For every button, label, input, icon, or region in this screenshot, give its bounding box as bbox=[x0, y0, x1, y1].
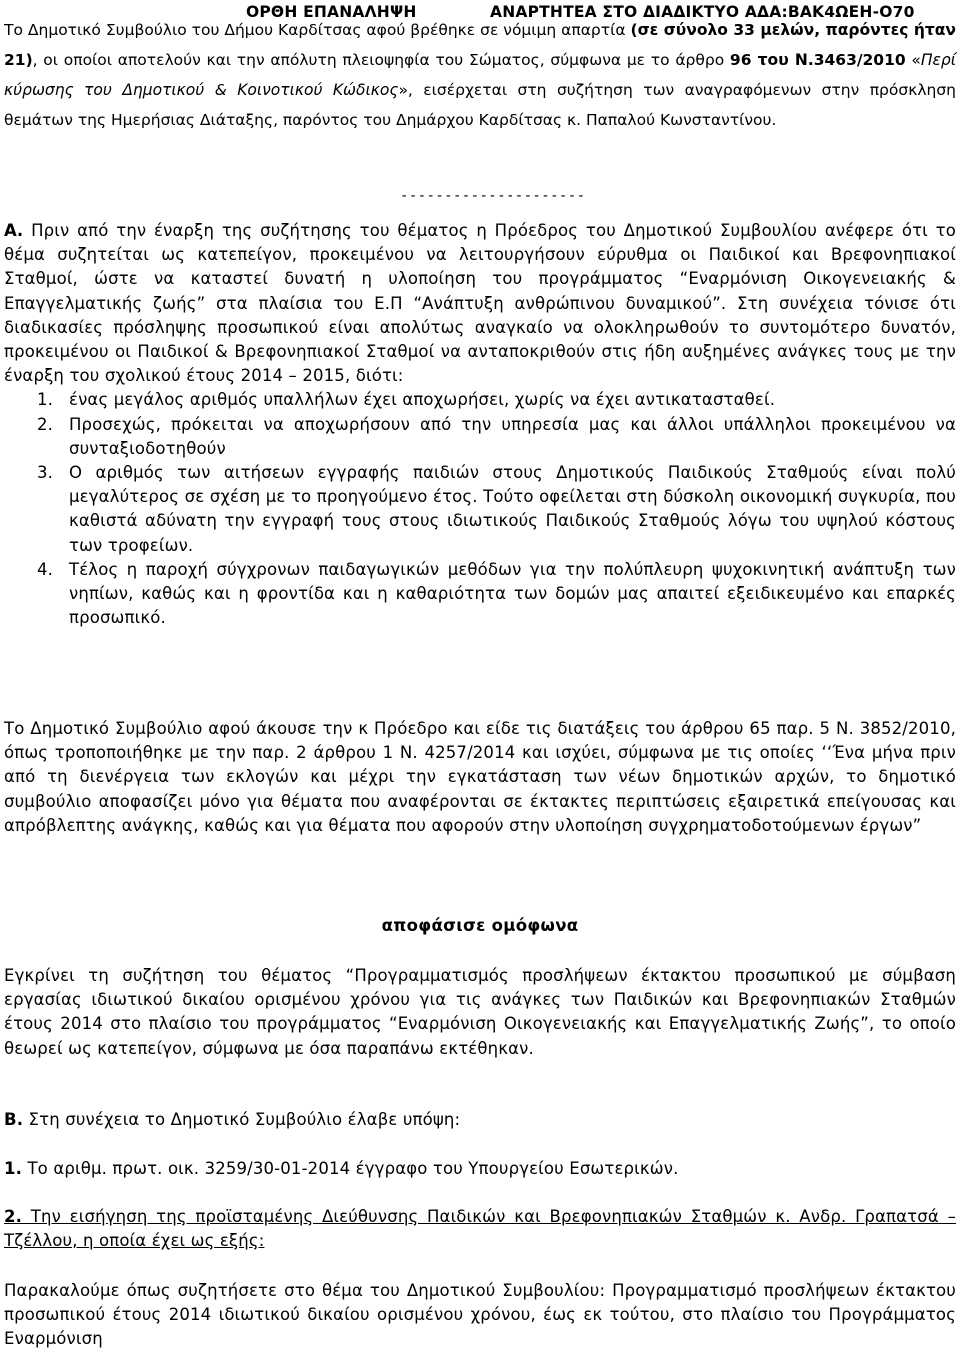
list-item-text: Τέλος η παροχή σύγχρονων παιδαγωγικών μεθόδων για την πολύπλευρη ψυχοκινητική ανάπτυξη των νηπίων, καθώς και η φροντίδα και η καθαριότητα των δομών μας απαιτεί εξειδικευμένο και επαρκές προσωπικό. bbox=[69, 559, 956, 628]
list-item-number: 2. bbox=[37, 414, 54, 434]
header-correct-repetition: ΟΡΘΗ ΕΠΑΝΑΛΗΨΗ bbox=[246, 3, 417, 21]
intro-text-3: , οι οποίοι αποτελούν και την απόλυτη πλειοψηφία του Σώματος, σύμφωνα με το άρθρο bbox=[32, 51, 730, 69]
separator-line: --------------------- bbox=[400, 188, 586, 204]
council-paragraph-text: Το Δημοτικό Συμβούλιο αφού άκουσε την κ Πρόεδρο και είδε τις διατάξεις του άρθρου 65 παρ. 5 Ν. 3852/2010, όπως τροποποιήθηκε με την παρ. 2 άρθρου 1 Ν. 4257/2014 και ισχύει, σύμφωνα με τις οποίες ‘‘Ένα μήνα πριν από τη διενέργεια των εκλογών και μέχρι την εγκατάσταση των νέων δημοτικών αρχών, το δημοτικό συμβούλιο αποφασίζει μόνο για θέματα που αναφέρονται σε έκτακτες περιπτώσεις εξαιρετικά επείγουσας και απρόβλεπτης ανάγκης, καθώς και για θέματα που αφορούν στην υλοποίηση συγχρηματοδοτούμενων έργων” bbox=[4, 719, 956, 835]
intro-law-reference: 96 του Ν.3463/2010 bbox=[729, 51, 906, 69]
decision-paragraph bbox=[4, 964, 956, 1061]
list-item-number: 3. bbox=[37, 463, 54, 483]
section-b-label: Β. bbox=[4, 1110, 24, 1129]
list-item-text: Προσεχώς, πρόκειται να αποχωρήσουν από την υπηρεσία μας και άλλοι υπάλληλοι προκειμένου να συνταξιοδοτηθούν bbox=[69, 414, 956, 458]
item-b1-label: 1. bbox=[4, 1159, 23, 1178]
section-a-label: Α. bbox=[4, 221, 24, 240]
intro-text-5: « bbox=[905, 51, 921, 69]
intro-text-7: », εισέρχεται στη συζήτηση των αναγραφόμενων στην πρόσκληση θεμάτων της Ημερήσιας Διάταξης, παρόντος του Δημάρχου Καρδίτσας κ. Παπαλού Κωνσταντίνου. bbox=[4, 81, 956, 129]
section-b bbox=[4, 1108, 956, 1132]
final-paragraph bbox=[4, 1279, 956, 1352]
item-b2-text: Την εισήγηση της προϊσταμένης Διεύθυνσης Παιδικών και Βρεφονηπιακών Σταθμών κ. Ανδρ. Γραπατσά – Τζέλλου, η οποία έχει ως εξής: bbox=[4, 1207, 956, 1251]
council-paragraph bbox=[4, 717, 956, 838]
list-item-number: 1. bbox=[37, 390, 54, 410]
list-item bbox=[4, 413, 956, 461]
item-b2 bbox=[4, 1205, 956, 1253]
list-item-text: Ο αριθμός των αιτήσεων εγγραφής παιδιών στους Δημοτικούς Παιδικούς Σταθμούς είναι πολύ μεγαλύτερος σε σχέση με το προηγούμενο έτος. Τούτο οφείλεται στη δύσκολη οικονομική συγκυρία, που καθιστά αδύνατη την εγγραφή τους στους ιδιωτικούς Παιδικούς Σταθμούς λόγω του υψηλού κόστους των τροφείων. bbox=[69, 463, 956, 555]
list-item bbox=[4, 558, 956, 631]
list-item-number: 4. bbox=[37, 559, 54, 579]
final-paragraph-text: Παρακαλούμε όπως συζητήσετε στο θέμα του Δημοτικού Συμβουλίου: Προγραμματισμό προσλήψεων έκτακτου προσωπικού έτους 2014 ιδιωτικού δικαίου ορισμένου χρόνου, έως εκ τούτου, στο πλαίσιο του Προγράμματος Εναρμόνιση bbox=[4, 1281, 956, 1349]
intro-quorum: (σε σύνολο 33 μελών, παρόντες ήταν 21) bbox=[4, 21, 956, 69]
decision-heading: αποφάσισε ομόφωνα bbox=[381, 916, 579, 935]
list-item-text: ένας μεγάλος αριθμός υπαλλήλων έχει αποχωρήσει, χωρίς να έχει αντικατασταθεί. bbox=[69, 390, 776, 410]
decision-paragraph-text: Εγκρίνει τη συζήτηση του θέματος “Προγραμματισμός προσλήψεων έκτακτου προσωπικού με σύμβαση εργασίας ιδιωτικού δικαίου ορισμένου χρόνου για τις ανάγκες των Παιδικών και Βρεφονηπιακών Σταθμών έτους 2014 στο πλαίσιο του προγράμματος “Εναρμόνιση Οικογενειακής και Επαγγελματικής Ζωής”, το οποίο θεωρεί ως κατεπείγον, σύμφωνα με όσα παραπάνω εκτέθηκαν. bbox=[4, 966, 956, 1058]
header-ada-code: ΑΝΑΡΤΗΤΕΑ ΣΤΟ ΔΙΑΔΙΚΤΥΟ ΑΔΑ:ΒΑΚ4ΩΕΗ-Ο70 bbox=[490, 3, 915, 21]
reasons-list bbox=[4, 388, 956, 630]
intro-paragraph bbox=[4, 15, 956, 135]
list-item bbox=[4, 461, 956, 558]
intro-text-1: Το Δημοτικό Συμβούλιο του Δήμου Καρδίτσας αφού βρέθηκε σε νόμιμη απαρτία bbox=[4, 21, 631, 39]
section-a bbox=[4, 219, 956, 630]
section-b-text: Στη συνέχεια το Δημοτικό Συμβούλιο έλαβε υπόψη: bbox=[23, 1110, 461, 1129]
item-b1-text: Το αριθμ. πρωτ. οικ. 3259/30-01-2014 έγγραφο του Υπουργείου Εσωτερικών. bbox=[22, 1159, 679, 1178]
section-a-text: Πριν από την έναρξη της συζήτησης του θέματος η Πρόεδρος του Δημοτικού Συμβουλίου ανέφερε ότι το θέμα συζητείται ως κατεπείγον, προκειμένου να λειτουργήσουν εύρυθμα οι Παιδικοί και Βρεφονηπιακοί Σταθμοί, ώστε να καταστεί δυνατή η υλοποίηση του προγράμματος “Εναρμόνιση Οικογενειακής & Επαγγελματικής ζωής” στα πλαίσια του Ε.Π “Ανάπτυξη ανθρώπινου δυναμικού”. Στη συνέχεια τόνισε ότι διαδικασίες πρόσληψης προσωπικού είναι απολύτως αναγκαίο να ολοκληρωθούν το συντομότερο δυνατόν, προκειμένου οι Παιδικοί & Βρεφονηπιακοί Σταθμοί να ανταποκριθούν στις ήδη αυξημένες ανάγκες τους με την έναρξη του σχολικού έτους 2014 – 2015, διότι: bbox=[4, 221, 956, 386]
item-b2-label: 2. bbox=[4, 1207, 23, 1226]
intro-law-title: Περί κύρωσης του Δημοτικού & Κοινοτικού Κώδικος bbox=[4, 51, 957, 99]
item-b1 bbox=[4, 1157, 956, 1181]
list-item bbox=[4, 388, 956, 412]
